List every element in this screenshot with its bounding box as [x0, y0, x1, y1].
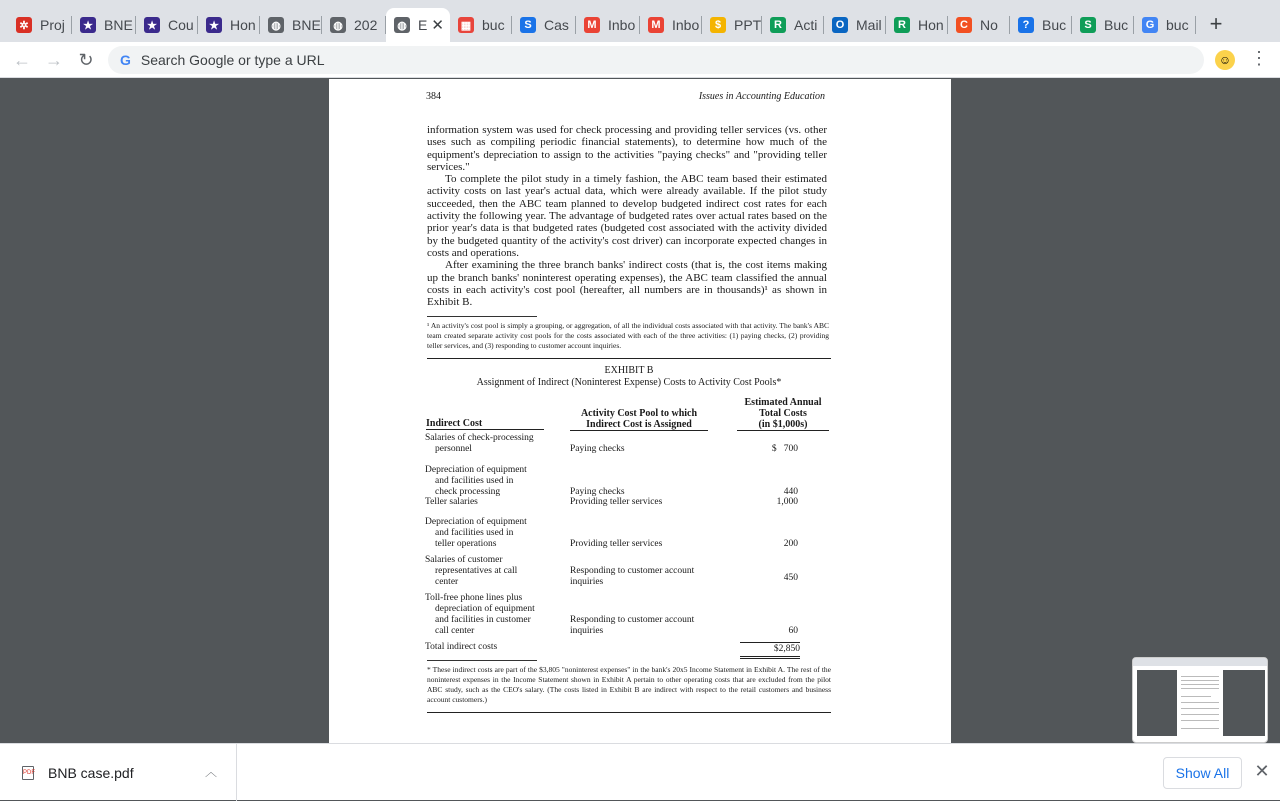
paragraph: After examining the three branch banks' indirect costs (that is, the cost items making up the branch banks' noninterest operating expenses), the ABC team classified the annual costs in each activity's cost pool (hereafter, all numbers are in thousands)¹ as shown in Exhibit B.	[427, 259, 827, 309]
thumbnail-line	[1181, 702, 1219, 703]
address-bar-placeholder: Search Google or type a URL	[140, 52, 325, 68]
gmail-icon: M	[648, 17, 664, 33]
thumbnail-line	[1181, 728, 1219, 729]
browser-tab[interactable]	[322, 10, 386, 40]
cost-value: 440	[783, 487, 798, 497]
globe-icon: ◍	[268, 17, 284, 33]
indirect-cost-line: Depreciation of equipment	[425, 517, 527, 527]
col-header-pool-l2: Indirect Cost is Assigned	[570, 419, 708, 431]
browser-tab[interactable]	[136, 10, 198, 40]
tab-label: buc	[1166, 17, 1189, 33]
new-tab-button[interactable]: +	[1209, 11, 1223, 36]
pdf-page	[329, 79, 951, 743]
footnote-rule	[427, 660, 537, 661]
tab-label: Cas	[544, 17, 569, 33]
tab-label: Proj	[40, 17, 65, 33]
indirect-cost-line: Salaries of check-processing	[425, 433, 534, 443]
thumbnail-line	[1181, 708, 1219, 709]
cost-pool-line: Paying checks	[570, 444, 625, 454]
tab-separator	[1195, 16, 1196, 34]
thumbnail-tabbar	[1133, 658, 1267, 666]
indirect-cost-line: and facilities used in	[435, 476, 514, 486]
browser-tab[interactable]	[260, 10, 322, 40]
download-item[interactable]	[0, 744, 237, 801]
indirect-cost-line: Teller salaries	[425, 497, 478, 507]
tab-label: Hon	[918, 17, 944, 33]
thumbnail-page	[1177, 670, 1223, 736]
thumbnail-line	[1181, 688, 1219, 689]
cost-value: 1,000	[776, 497, 798, 507]
c-logo-icon: C	[956, 17, 972, 33]
col-header-cost-l1: Estimated Annual	[744, 397, 822, 408]
r-logo-icon: R	[770, 17, 786, 33]
browser-tab[interactable]	[576, 10, 640, 40]
close-icon[interactable]: ✕	[1254, 761, 1270, 781]
running-head: Issues in Accounting Education	[698, 91, 825, 102]
show-all-button[interactable]: Show All	[1163, 757, 1242, 789]
tab-label: Buc	[1042, 17, 1067, 33]
tab-label: Inbo	[672, 17, 700, 33]
col-header-indirect-cost: Indirect Cost	[426, 418, 544, 430]
indirect-cost-line: Salaries of customer	[425, 555, 503, 565]
thumbnail-line	[1181, 714, 1219, 715]
question-icon: ?	[1018, 17, 1034, 33]
col-header-cost-l3: (in $1,000s)	[737, 419, 829, 431]
thumbnail-line	[1181, 696, 1211, 697]
s-logo-icon: S	[520, 17, 536, 33]
browser-tab[interactable]	[198, 10, 260, 40]
google-icon: G	[1142, 17, 1158, 33]
indirect-cost-line: check processing	[435, 487, 501, 497]
paragraph: To complete the pilot study in a timely fashion, the ABC team based their estimated activity costs on last year's actual data, which were already available. If the pilot study succeeded, then the ABC team planned to develop budgeted indirect cost rates for each activity the following year. The advantage of budgeted rates over actual rates based on the prior year's data is that budgeted rates (budgeted cost associated with the activity divided by the budgeted quantity of the activity's cost driver) can incorporate expected changes in costs and operations.	[427, 173, 827, 259]
spinner-icon: ✲	[16, 17, 32, 33]
total-label: Total indirect costs	[425, 642, 498, 652]
browser-tab[interactable]	[702, 10, 762, 40]
address-bar[interactable]	[108, 46, 1204, 74]
col-header-cost-l2: Total Costs	[759, 408, 807, 419]
indirect-cost-line: and facilities in customer	[435, 615, 531, 625]
browser-tab[interactable]	[72, 10, 136, 40]
browser-tab[interactable]	[1010, 10, 1072, 40]
tab-strip	[0, 0, 1280, 42]
cost-value: 60	[788, 626, 798, 636]
thumbnail-line	[1181, 676, 1219, 677]
browser-tab[interactable]	[824, 10, 886, 40]
chevron-up-icon[interactable]: ︿	[205, 765, 218, 779]
star-badge-icon: ★	[144, 17, 160, 33]
indirect-cost-line: and facilities used in	[435, 528, 514, 538]
tab-label: Acti	[794, 17, 818, 33]
tab-label: Inbo	[608, 17, 636, 33]
exhibit-subtitle: Assignment of Indirect (Noninterest Expense) Costs to Activity Cost Pools*	[476, 377, 782, 388]
browser-toolbar	[0, 42, 1280, 78]
browser-tab[interactable]	[8, 10, 72, 40]
indirect-cost-line: personnel	[435, 444, 472, 454]
globe-icon: ◍	[394, 17, 410, 33]
indirect-cost-line: center	[435, 577, 459, 587]
thumbnail-line	[1181, 720, 1219, 721]
browser-tab[interactable]	[948, 10, 1010, 40]
download-file-name: BNB case.pdf	[48, 764, 134, 781]
browser-tab[interactable]	[640, 10, 702, 40]
tab-label: 202	[354, 17, 378, 33]
dollar-icon: $	[710, 17, 726, 33]
cost-pool-line: Responding to customer account	[570, 566, 695, 576]
reload-icon[interactable]: ↻	[78, 50, 94, 70]
browser-tab[interactable]	[1134, 10, 1196, 40]
cost-pool-line: Providing teller services	[570, 539, 663, 549]
star-badge-icon: ★	[206, 17, 222, 33]
cost-value: $ 700	[771, 444, 798, 454]
footnote-1: ¹ An activity's cost pool is simply a grouping, or aggregation, of all the individual costs associated with that activity. The bank's ABC team created separate activity cost pools for the costs associated with each of the three activities: (1) paying checks, (2) providing teller services, and (3) responding to customer account inquiries.	[427, 321, 829, 350]
footnote-rule	[427, 316, 537, 317]
cost-pool-line: Responding to customer account	[570, 615, 695, 625]
tab-label: Mail	[856, 17, 882, 33]
download-bar	[0, 743, 1280, 800]
calendar-icon: ▦	[458, 17, 474, 33]
kebab-menu-icon[interactable]: ⋮	[1250, 48, 1268, 68]
paragraph: information system was used for check processing and providing teller services (vs. other uses such as compiling periodic financial statements), to determine how much of the equipment's depreciation to assign to the activities "paying checks" and "providing teller services."	[427, 124, 827, 173]
pdf-file-icon: PDF	[22, 766, 34, 780]
indirect-cost-line: depreciation of equipment	[435, 604, 535, 614]
tab-label: Cou	[168, 17, 194, 33]
col-header-pool-l1: Activity Cost Pool to which	[580, 408, 698, 419]
tab-label: BNE	[292, 17, 321, 33]
tab-label: PPT	[734, 17, 762, 33]
circle-logo-icon: S	[1080, 17, 1096, 33]
tab-label: Buc	[1104, 17, 1129, 33]
close-tab-icon[interactable]: ✕	[431, 17, 444, 34]
exhibit-footnote: * These indirect costs are part of the $3,805 "noninterest expenses" in the bank's 20x5 Income Statement in Exhibit A. The rest of the noninterest expenses in the Income Statement shown in Exhibit A pertain to other operating costs that are excluded from the pilot ABC study, such as the CEO's salary. (The costs listed in Exhibit B are indirect with respect to the retail customers and business account customers.)	[427, 665, 831, 704]
total-value: $2,850	[740, 642, 800, 659]
thumbnail-line	[1181, 684, 1219, 685]
browser-tab[interactable]	[886, 10, 948, 40]
cost-pool-line: Providing teller services	[570, 497, 663, 507]
page-thumbnail[interactable]	[1132, 657, 1268, 743]
forward-icon[interactable]: →	[45, 50, 63, 70]
tab-label: BNE	[104, 17, 133, 33]
cost-value: 200	[783, 539, 798, 549]
outlook-icon: O	[832, 17, 848, 33]
back-icon[interactable]: ←	[13, 50, 31, 70]
indirect-cost-line: teller operations	[435, 539, 497, 549]
body-text	[427, 124, 827, 308]
globe-icon: ◍	[330, 17, 346, 33]
tab-label: buc	[482, 17, 505, 33]
divider	[427, 358, 831, 359]
cost-value: 450	[783, 573, 798, 583]
cost-pool-line: Paying checks	[570, 487, 625, 497]
star-badge-icon: ★	[80, 17, 96, 33]
r-logo-icon: R	[894, 17, 910, 33]
pdf-viewer[interactable]	[0, 79, 1280, 743]
google-icon: G	[120, 52, 131, 68]
browser-tab[interactable]	[762, 10, 824, 40]
browser-tab[interactable]	[386, 8, 450, 42]
tab-label: E	[418, 17, 428, 33]
page-number: 384	[426, 91, 441, 102]
thumbnail-line	[1181, 680, 1219, 681]
cost-pool-line: inquiries	[570, 577, 604, 587]
extension-emoji-icon[interactable]: ☺	[1215, 50, 1235, 70]
gmail-icon: M	[584, 17, 600, 33]
indirect-cost-line: call center	[435, 626, 475, 636]
tab-label: Hon	[230, 17, 256, 33]
thumbnail-viewer	[1137, 670, 1265, 736]
browser-tab[interactable]	[1072, 10, 1134, 40]
indirect-cost-line: representatives at call	[435, 566, 518, 576]
divider	[427, 712, 831, 713]
indirect-cost-line: Toll-free phone lines plus	[425, 593, 523, 603]
browser-tab[interactable]	[512, 10, 576, 40]
indirect-cost-line: Depreciation of equipment	[425, 465, 527, 475]
cost-pool-line: inquiries	[570, 626, 604, 636]
exhibit-title: EXHIBIT B	[604, 365, 654, 376]
tab-label: No	[980, 17, 998, 33]
browser-tab[interactable]	[450, 10, 512, 40]
